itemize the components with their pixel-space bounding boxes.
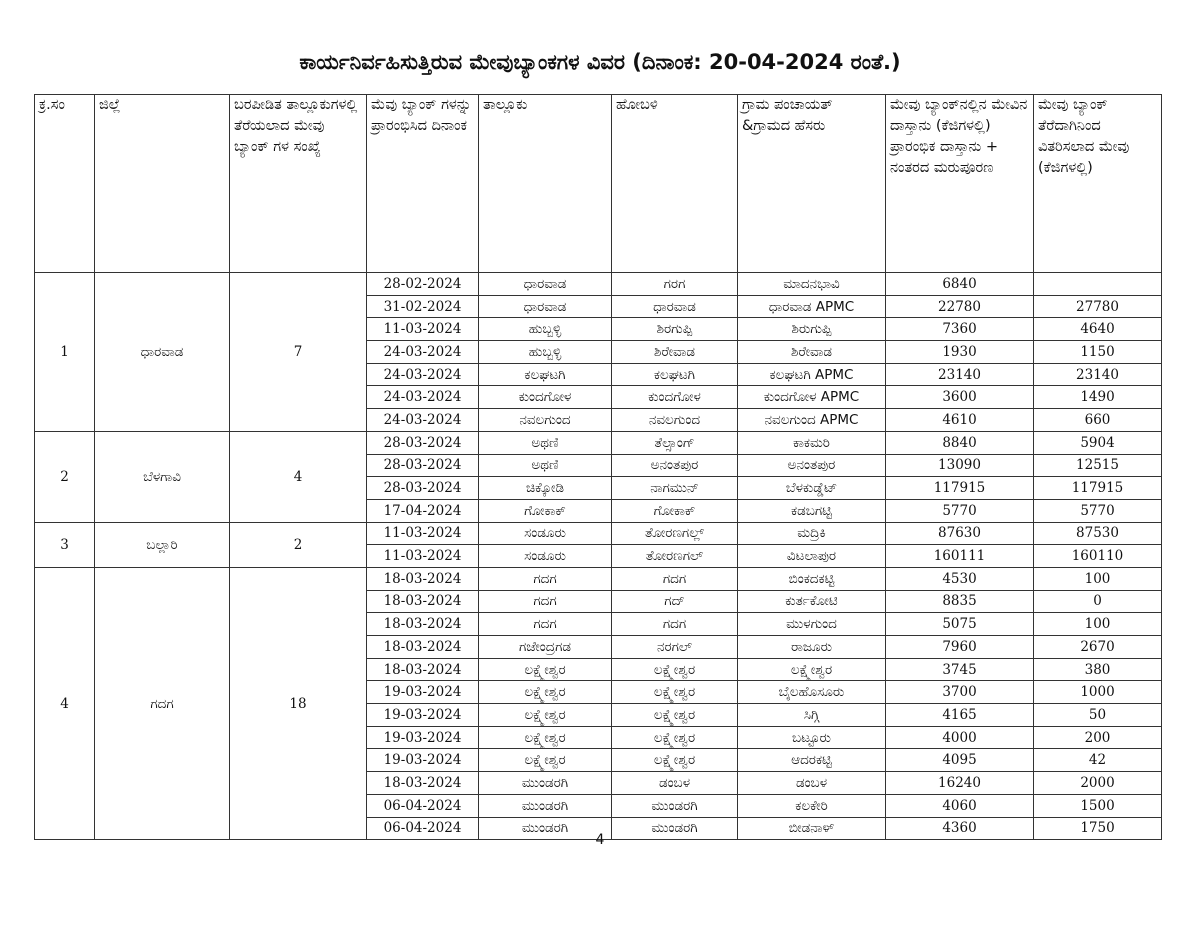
cell-hobli: ಕಲಘಟಗಿ — [612, 363, 738, 386]
cell-distributed: 1500 — [1034, 794, 1162, 817]
cell-distributed: 0 — [1034, 590, 1162, 613]
cell-start-date: 24-03-2024 — [367, 363, 479, 386]
cell-taluk: ಅಥಣಿ — [479, 454, 612, 477]
cell-distributed: 160110 — [1034, 545, 1162, 568]
cell-village: ಬೀಡನಾಳ್ — [738, 817, 886, 840]
cell-start-date: 28-03-2024 — [367, 454, 479, 477]
cell-stock: 6840 — [886, 273, 1034, 296]
cell-village: ಕುಂದಗೋಳ APMC — [738, 386, 886, 409]
cell-hobli: ಶಿರೇವಾಡ — [612, 341, 738, 364]
header-distributed: ಮೇವು ಬ್ಯಾಂಕ್ ತೆರೆದಾಗಿನಿಂದ ವಿತರಿಸಲಾದ ಮೇವು (ಕೆಜಿಗಳಲ್ಲಿ) — [1034, 95, 1162, 273]
cell-stock: 7360 — [886, 318, 1034, 341]
cell-start-date: 18-03-2024 — [367, 613, 479, 636]
cell-village: ಕಲಘಟಗಿ APMC — [738, 363, 886, 386]
table-body — [35, 273, 1162, 840]
cell-bank-count: 7 — [230, 273, 367, 432]
cell-taluk: ಸಂಡೂರು — [479, 522, 612, 545]
cell-hobli: ತೋರಣಗಲ್ — [612, 545, 738, 568]
cell-taluk: ಹುಬ್ಬಳ್ಳಿ — [479, 318, 612, 341]
cell-hobli: ಲಕ್ಷ್ಮೇಶ್ವರ — [612, 704, 738, 727]
cell-village: ರಾಜೂರು — [738, 636, 886, 659]
cell-village: ಬೈಲಹೊಸೂರು — [738, 681, 886, 704]
cell-village: ಲಕ್ಷ್ಮೇಶ್ವರ — [738, 658, 886, 681]
cell-taluk: ಲಕ್ಷ್ಮೇಶ್ವರ — [479, 726, 612, 749]
cell-distributed: 1000 — [1034, 681, 1162, 704]
cell-village: ಸಿಗ್ಗಿ — [738, 704, 886, 727]
cell-start-date: 19-03-2024 — [367, 726, 479, 749]
cell-stock: 87630 — [886, 522, 1034, 545]
cell-distributed: 2000 — [1034, 772, 1162, 795]
cell-distributed: 5904 — [1034, 431, 1162, 454]
cell-stock: 160111 — [886, 545, 1034, 568]
cell-distributed: 100 — [1034, 567, 1162, 590]
cell-hobli: ಗರಗ — [612, 273, 738, 296]
cell-hobli: ಶಿರಗುಪ್ಪಿ — [612, 318, 738, 341]
cell-hobli: ಗದ್ — [612, 590, 738, 613]
cell-village: ಡಂಬಳ — [738, 772, 886, 795]
cell-stock: 8840 — [886, 431, 1034, 454]
cell-village: ನವಲಗುಂದ APMC — [738, 409, 886, 432]
cell-village: ಕಡಬಗಟ್ಟಿ — [738, 499, 886, 522]
table-row — [35, 431, 1162, 454]
cell-hobli: ನಾಗಮುನ್ — [612, 477, 738, 500]
cell-distributed: 117915 — [1034, 477, 1162, 500]
cell-taluk: ಧಾರವಾಡ — [479, 273, 612, 296]
cell-taluk: ಸಂಡೂರು — [479, 545, 612, 568]
cell-village: ಬಿಂಕದಕಟ್ಟಿ — [738, 567, 886, 590]
cell-village: ಮದ್ರಿಕಿ — [738, 522, 886, 545]
cell-start-date: 18-03-2024 — [367, 772, 479, 795]
cell-distributed: 100 — [1034, 613, 1162, 636]
cell-taluk: ಹುಬ್ಬಳ್ಳಿ — [479, 341, 612, 364]
cell-taluk: ಲಕ್ಷ್ಮೇಶ್ವರ — [479, 704, 612, 727]
cell-taluk: ನವಲಗುಂದ — [479, 409, 612, 432]
cell-hobli: ಮುಂಡರಗಿ — [612, 794, 738, 817]
cell-start-date: 19-03-2024 — [367, 704, 479, 727]
cell-stock: 117915 — [886, 477, 1034, 500]
header-start-date: ಮೆವು ಬ್ಯಾಂಕ್ ಗಳನ್ನು ಪ್ರಾರಂಭಿಸಿದ ದಿನಾಂಕ — [367, 95, 479, 273]
cell-hobli: ಗದಗ — [612, 567, 738, 590]
cell-hobli: ತೆಲ್ಸಾಂಗ್ — [612, 431, 738, 454]
cell-hobli: ಧಾರವಾಡ — [612, 295, 738, 318]
cell-start-date: 11-03-2024 — [367, 522, 479, 545]
cell-start-date: 28-03-2024 — [367, 431, 479, 454]
cell-village: ಬಟ್ಟೂರು — [738, 726, 886, 749]
cell-hobli: ಲಕ್ಷ್ಮೇಶ್ವರ — [612, 726, 738, 749]
cell-village: ಮಾದನಭಾವಿ — [738, 273, 886, 296]
cell-stock: 3745 — [886, 658, 1034, 681]
cell-taluk: ಗಜೇಂದ್ರಗಡ — [479, 636, 612, 659]
cell-start-date: 24-03-2024 — [367, 386, 479, 409]
cell-hobli: ಅನಂತಪುರ — [612, 454, 738, 477]
cell-distributed: 200 — [1034, 726, 1162, 749]
cell-stock: 3600 — [886, 386, 1034, 409]
cell-district: ಧಾರವಾಡ — [95, 273, 230, 432]
cell-stock: 3700 — [886, 681, 1034, 704]
cell-village: ಮುಳಗುಂದ — [738, 613, 886, 636]
cell-distributed: 42 — [1034, 749, 1162, 772]
header-hobli: ಹೋಬಳಿ — [612, 95, 738, 273]
cell-taluk: ಗದಗ — [479, 613, 612, 636]
cell-distributed: 50 — [1034, 704, 1162, 727]
cell-stock: 4530 — [886, 567, 1034, 590]
cell-start-date: 06-04-2024 — [367, 817, 479, 840]
cell-start-date: 24-03-2024 — [367, 409, 479, 432]
cell-stock: 5075 — [886, 613, 1034, 636]
cell-stock: 22780 — [886, 295, 1034, 318]
cell-hobli: ಗದಗ — [612, 613, 738, 636]
cell-distributed: 2670 — [1034, 636, 1162, 659]
cell-stock: 5770 — [886, 499, 1034, 522]
cell-start-date: 18-03-2024 — [367, 567, 479, 590]
cell-village: ಅನಂತಪುರ — [738, 454, 886, 477]
cell-stock: 4000 — [886, 726, 1034, 749]
cell-stock: 4060 — [886, 794, 1034, 817]
cell-bank-count: 4 — [230, 431, 367, 522]
cell-taluk: ಮುಂಡರಗಿ — [479, 817, 612, 840]
cell-hobli: ನರಗಲ್ — [612, 636, 738, 659]
cell-distributed: 1150 — [1034, 341, 1162, 364]
cell-stock: 16240 — [886, 772, 1034, 795]
header-district: ಜಿಲ್ಲೆ — [95, 95, 230, 273]
cell-stock: 23140 — [886, 363, 1034, 386]
cell-start-date: 28-03-2024 — [367, 477, 479, 500]
cell-taluk: ಗದಗ — [479, 567, 612, 590]
cell-sl-no: 1 — [35, 273, 95, 432]
cell-hobli: ಗೋಕಾಕ್ — [612, 499, 738, 522]
cell-start-date: 19-03-2024 — [367, 681, 479, 704]
cell-stock: 1930 — [886, 341, 1034, 364]
cell-distributed: 1750 — [1034, 817, 1162, 840]
cell-taluk: ಮುಂಡರಗಿ — [479, 772, 612, 795]
cell-distributed: 27780 — [1034, 295, 1162, 318]
page-number: 4 — [595, 832, 605, 848]
cell-village: ಧಾರವಾಡ APMC — [738, 295, 886, 318]
cell-sl-no: 4 — [35, 567, 95, 839]
cell-village: ಕಲಕೇರಿ — [738, 794, 886, 817]
table-row — [35, 567, 1162, 590]
cell-stock: 4095 — [886, 749, 1034, 772]
cell-start-date: 11-03-2024 — [367, 545, 479, 568]
cell-bank-count: 2 — [230, 522, 367, 567]
cell-start-date: 17-04-2024 — [367, 499, 479, 522]
cell-start-date: 31-02-2024 — [367, 295, 479, 318]
cell-taluk: ಲಕ್ಷ್ಮೇಶ್ವರ — [479, 658, 612, 681]
cell-stock: 13090 — [886, 454, 1034, 477]
cell-district: ಗದಗ — [95, 567, 230, 839]
header-stock: ಮೇವು ಬ್ಯಾಂಕ್‌ನಲ್ಲಿನ ಮೇವಿನ ದಾಸ್ತಾನು (ಕೆಜಿಗಳಲ್ಲಿ) ಪ್ರಾರಂಭಿಕ ದಾಸ್ತಾನು + ನಂತರದ ಮರುಪೂರಣ — [886, 95, 1034, 273]
cell-distributed: 12515 — [1034, 454, 1162, 477]
cell-taluk: ಧಾರವಾಡ — [479, 295, 612, 318]
cell-distributed: 4640 — [1034, 318, 1162, 341]
cell-start-date: 06-04-2024 — [367, 794, 479, 817]
cell-bank-count: 18 — [230, 567, 367, 839]
table-row — [35, 522, 1162, 545]
cell-stock: 4610 — [886, 409, 1034, 432]
cell-stock: 4360 — [886, 817, 1034, 840]
cell-stock: 8835 — [886, 590, 1034, 613]
cell-distributed: 1490 — [1034, 386, 1162, 409]
cell-distributed — [1034, 273, 1162, 296]
cell-start-date: 18-03-2024 — [367, 590, 479, 613]
header-village: ಗ್ರಾಮ ಪಂಚಾಯತ್ &ಗ್ರಾಮದ ಹೆಸರು — [738, 95, 886, 273]
cell-taluk: ಮುಂಡರಗಿ — [479, 794, 612, 817]
cell-village: ಬೆಳಕುಡ್ಡೆಟ್ — [738, 477, 886, 500]
cell-sl-no: 2 — [35, 431, 95, 522]
header-sl-no: ಕ್ರ.ಸಂ — [35, 95, 95, 273]
cell-start-date: 28-02-2024 — [367, 273, 479, 296]
cell-start-date: 24-03-2024 — [367, 341, 479, 364]
cell-village: ಕಾಕಮರಿ — [738, 431, 886, 454]
header-taluk: ತಾಲ್ಲೂಕು — [479, 95, 612, 273]
cell-taluk: ಲಕ್ಷ್ಮೇಶ್ವರ — [479, 749, 612, 772]
cell-distributed: 660 — [1034, 409, 1162, 432]
cell-hobli: ತೋರಣಗಲ್ಲ್ — [612, 522, 738, 545]
cell-distributed: 380 — [1034, 658, 1162, 681]
cell-sl-no: 3 — [35, 522, 95, 567]
cell-distributed: 87530 — [1034, 522, 1162, 545]
cell-start-date: 18-03-2024 — [367, 658, 479, 681]
page-title: ಕಾರ್ಯನಿರ್ವಹಿಸುತ್ತಿರುವ ಮೇವುಬ್ಯಾಂಕಗಳ ವಿವರ (ದಿನಾಂಕ: 20-04-2024 ರಂತೆ.) — [299, 50, 901, 74]
cell-village: ಕುರ್ತಕೋಟಿ — [738, 590, 886, 613]
cell-hobli: ನವಲಗುಂದ — [612, 409, 738, 432]
cell-distributed: 5770 — [1034, 499, 1162, 522]
cell-taluk: ಗದಗ — [479, 590, 612, 613]
cell-district: ಬಲ್ಲಾರಿ — [95, 522, 230, 567]
cell-distributed: 23140 — [1034, 363, 1162, 386]
fodder-bank-table — [34, 94, 1162, 840]
header-row — [35, 95, 1162, 273]
cell-taluk: ಕಲಘಟಗಿ — [479, 363, 612, 386]
cell-village: ಶಿರೇವಾಡ — [738, 341, 886, 364]
cell-start-date: 19-03-2024 — [367, 749, 479, 772]
cell-taluk: ಚಿಕ್ಕೋಡಿ — [479, 477, 612, 500]
cell-taluk: ಲಕ್ಷ್ಮೇಶ್ವರ — [479, 681, 612, 704]
cell-start-date: 11-03-2024 — [367, 318, 479, 341]
cell-taluk: ಗೋಕಾಕ್ — [479, 499, 612, 522]
cell-village: ವಿಟಲಾಪುರ — [738, 545, 886, 568]
cell-stock: 7960 — [886, 636, 1034, 659]
cell-start-date: 18-03-2024 — [367, 636, 479, 659]
cell-taluk: ಅಥಣಿ — [479, 431, 612, 454]
cell-village: ಆದರಕಟ್ಟಿ — [738, 749, 886, 772]
cell-hobli: ಡಂಬಳ — [612, 772, 738, 795]
cell-hobli: ಕುಂದಗೋಳ — [612, 386, 738, 409]
table-row — [35, 273, 1162, 296]
cell-stock: 4165 — [886, 704, 1034, 727]
cell-district: ಬೆಳಗಾವಿ — [95, 431, 230, 522]
cell-hobli: ಲಕ್ಷ್ಮೇಶ್ವರ — [612, 749, 738, 772]
header-bank-count: ಬರಪೀಡಿತ ತಾಲ್ಲೂಕುಗಳಲ್ಲಿ ತೆರೆಯಲಾದ ಮೇವು ಬ್ಯಾಂಕ್ ಗಳ ಸಂಖ್ಯೆ — [230, 95, 367, 273]
cell-hobli: ಲಕ್ಷ್ಮೇಶ್ವರ — [612, 658, 738, 681]
cell-village: ಶಿರುಗುಪ್ಪಿ — [738, 318, 886, 341]
cell-hobli: ಮುಂಡರಗಿ — [612, 817, 738, 840]
cell-taluk: ಕುಂದಗೋಳ — [479, 386, 612, 409]
cell-hobli: ಲಕ್ಷ್ಮೇಶ್ವರ — [612, 681, 738, 704]
